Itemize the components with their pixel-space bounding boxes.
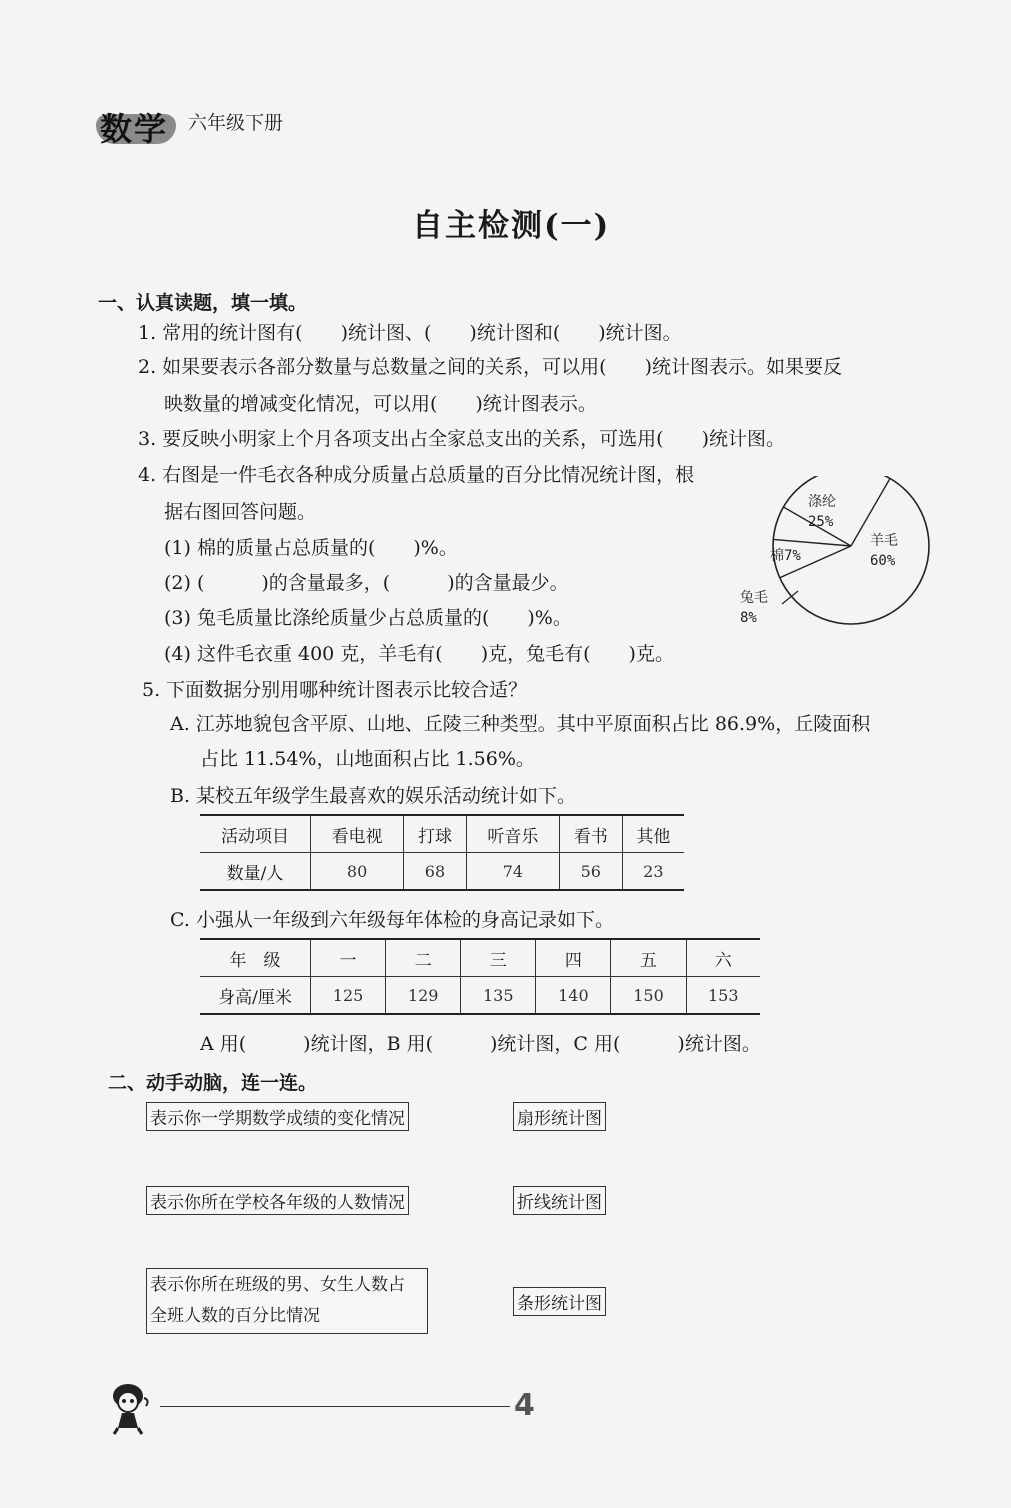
table-header-cell: 二 <box>386 939 461 977</box>
pie-label: 棉7% <box>770 548 801 564</box>
mascot-icon <box>104 1380 156 1436</box>
table-cell: 23 <box>622 853 684 891</box>
question-5-A-line-2: 占比 11.54%，山地面积占比 1.56%。 <box>200 748 535 770</box>
table-header-cell: 三 <box>461 939 536 977</box>
question-4-sub-2: (2) ( )的含量最多，( )的含量最少。 <box>164 572 569 594</box>
table-cell: 153 <box>686 977 760 1015</box>
table-row-label: 数量/人 <box>200 853 311 891</box>
table-header-label: 活动项目 <box>200 815 311 853</box>
pie-value-label: 25% <box>808 514 834 530</box>
question-5-B: B. 某校五年级学生最喜欢的娱乐活动统计如下。 <box>170 785 577 807</box>
question-2-line-2: 映数量的增减变化情况，可以用( )统计图表示。 <box>164 393 597 415</box>
question-4-sub-4: (4) 这件毛衣重 400 克，羊毛有( )克，兔毛有( )克。 <box>164 643 674 665</box>
section-1-heading: 一、认真读题，填一填。 <box>98 292 308 314</box>
table-cell: 80 <box>311 853 404 891</box>
table-header-cell: 一 <box>311 939 386 977</box>
pie-value-label: 8% <box>740 610 757 626</box>
question-5-A-line-1: A. 江苏地貌包含平原、山地、丘陵三种类型。其中平原面积占比 86.9%，丘陵面积 <box>170 713 871 735</box>
table-cell: 135 <box>461 977 536 1015</box>
table-header-cell: 打球 <box>404 815 467 853</box>
question-4-line-1: 4. 右图是一件毛衣各种成分质量占总质量的百分比情况统计图，根 <box>138 464 695 486</box>
match-left-item[interactable] <box>146 1102 409 1131</box>
pie-chart <box>720 476 940 636</box>
pie-leader-line <box>782 591 798 604</box>
pie-slice-boundary <box>773 539 851 546</box>
table-cell: 56 <box>559 853 622 891</box>
table-heights <box>200 938 760 1015</box>
match-left-label: 表示你所在学校各年级的人数情况 <box>150 1193 405 1213</box>
match-left-label: 表示你一学期数学成绩的变化情况 <box>150 1109 405 1129</box>
table-cell: 125 <box>311 977 386 1015</box>
page-title: 自主检测(一) <box>412 208 611 244</box>
pie-label: 涤纶 <box>808 494 836 510</box>
table-cell: 68 <box>404 853 467 891</box>
question-1: 1. 常用的统计图有( )统计图、( )统计图和( )统计图。 <box>138 322 682 344</box>
match-right-item[interactable] <box>513 1287 606 1316</box>
match-right-label: 条形统计图 <box>517 1294 602 1314</box>
match-left-item[interactable] <box>146 1268 428 1334</box>
table-header-cell: 看电视 <box>311 815 404 853</box>
table-header-label: 年 级 <box>200 939 311 977</box>
pie-value-label: 60% <box>870 553 896 569</box>
table-header-cell: 四 <box>536 939 611 977</box>
table-cell: 129 <box>386 977 461 1015</box>
table-cell: 150 <box>611 977 686 1015</box>
table-row <box>200 853 684 891</box>
page-number: 4 <box>514 1388 535 1423</box>
question-5: 5. 下面数据分别用哪种统计图表示比较合适？ <box>142 679 528 701</box>
question-5-answer: A 用( )统计图，B 用( )统计图，C 用( )统计图。 <box>200 1033 761 1055</box>
subject-badge <box>96 104 176 148</box>
table-cell: 74 <box>466 853 559 891</box>
question-5-C: C. 小强从一年级到六年级每年体检的身高记录如下。 <box>170 909 614 931</box>
table-header-cell: 五 <box>611 939 686 977</box>
question-2-line-1: 2. 如果要表示各部分数量与总数量之间的关系，可以用( )统计图表示。如果要反 <box>138 356 842 378</box>
table-row <box>200 977 760 1015</box>
question-4-sub-1: (1) 棉的质量占总质量的( )%。 <box>164 537 458 559</box>
question-4-line-2: 据右图回答问题。 <box>164 501 317 523</box>
section-2-heading: 二、动手动脑，连一连。 <box>108 1072 318 1094</box>
match-right-item[interactable] <box>513 1186 606 1215</box>
grade-label: 六年级下册 <box>188 112 284 134</box>
table-header-cell: 六 <box>686 939 760 977</box>
question-3: 3. 要反映小明家上个月各项支出占全家总支出的关系，可选用( )统计图。 <box>138 428 785 450</box>
question-4-sub-3: (3) 兔毛质量比涤纶质量少占总质量的( )%。 <box>164 607 572 629</box>
table-header-row <box>200 939 760 977</box>
table-header-cell: 其他 <box>622 815 684 853</box>
match-left-item[interactable] <box>146 1186 409 1215</box>
match-left-label: 表示你所在班级的男、女生人数占 <box>150 1275 405 1295</box>
table-header-cell: 看书 <box>559 815 622 853</box>
table-activities <box>200 814 684 891</box>
match-right-label: 扇形统计图 <box>517 1109 602 1129</box>
table-row-label: 身高/厘米 <box>200 977 311 1015</box>
match-right-item[interactable] <box>513 1102 606 1131</box>
subject-label: 数学 <box>100 110 169 148</box>
match-right-label: 折线统计图 <box>517 1193 602 1213</box>
table-cell: 140 <box>536 977 611 1015</box>
pie-label: 羊毛 <box>870 533 898 549</box>
match-left-label: 全班人数的百分比情况 <box>150 1306 320 1326</box>
footer-line <box>160 1406 510 1407</box>
table-header-cell: 听音乐 <box>466 815 559 853</box>
pie-label: 兔毛 <box>740 590 768 606</box>
table-header-row <box>200 815 684 853</box>
